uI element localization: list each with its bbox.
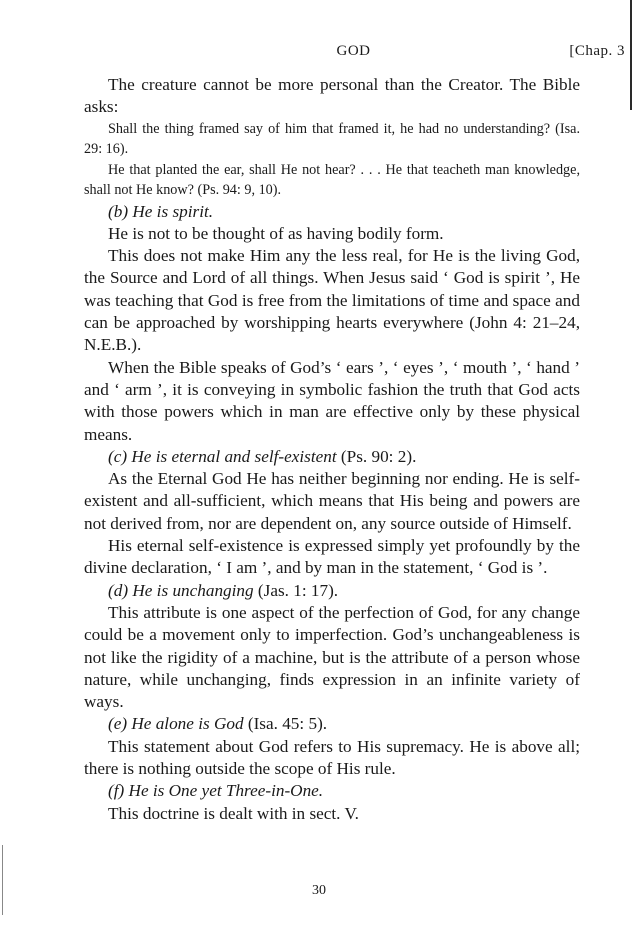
subheading-label: (c) [108,446,128,466]
page-number: 30 [312,883,326,898]
body-paragraph [84,245,580,356]
page-body [84,74,580,825]
page-edge-mark [2,845,3,915]
body-paragraph [84,357,580,446]
subheading-label: (b) [108,201,129,221]
body-paragraph [84,803,580,825]
body-paragraph [84,535,580,580]
subheading [84,446,580,468]
subheading-title: He is One yet Three-in-One. [128,781,324,801]
paragraph-text: This doctrine is dealt with in sect. V. [108,803,359,823]
header-chapter: [Chap. 3 [569,43,625,59]
body-paragraph [84,736,580,781]
paragraph-text: This statement about God refers to His supremacy. He is above all; there is nothing outside the scope of His rule. [84,736,580,779]
subheading [84,580,580,602]
subheading-label: (f) [108,781,125,801]
running-header [82,43,625,65]
paragraph-text: As the Eternal God He has neither beginning nor ending. He is self-existent and all-sufficient, which means that His being and powers are not derived from, nor are dependent on, any source outside of Himself. [84,469,580,533]
quote-text: He that planted the ear, shall He not hear? . . . He that teacheth man knowledge, shall not He know? (Ps. 94: 9, 10). [84,161,580,199]
block-quote [84,119,580,160]
paragraph-text: When the Bible speaks of God’s ‘ ears ’, ‘ eyes ’, ‘ mouth ’, ‘ hand ’ and ‘ arm ’, it is conveying in symbolic fashion the truth that God acts with those powers which in man are effective only by these physical means. [84,357,580,444]
body-paragraph [84,468,580,535]
subheading [84,780,580,802]
subheading-title: He is spirit. [132,201,214,221]
subheading-label: (d) [108,580,129,600]
paragraph-text: The creature cannot be more personal than the Creator. The Bible asks: [84,75,580,117]
subheading-reference: (Isa. 45: 5). [243,714,328,734]
subheading-title: He is eternal and self-existent [131,446,337,466]
subheading [84,201,580,223]
subheading-title: He alone is God [131,714,244,734]
paragraph-text: This attribute is one aspect of the perfection of God, for any change could be a movement only to imperfection. God’s unchangeableness is not like the rigidity of a machine, but is the attribute of a person whose nature, while unchanging, finds expression in an infinite variety of ways. [84,602,580,712]
body-paragraph [84,602,580,713]
page-edge-shadow [630,0,632,110]
body-paragraph [84,223,580,245]
paragraph-text: He is not to be thought of as having bodily form. [108,223,444,243]
subheading [84,713,580,735]
body-paragraph [84,74,580,119]
header-title: GOD [336,43,371,59]
quote-text: Shall the thing framed say of him that framed it, he had no understanding? (Isa. 29: 16). [84,120,580,158]
block-quote [84,160,580,201]
subheading-reference: (Jas. 1: 17). [253,580,339,600]
paragraph-text: His eternal self-existence is expressed simply yet profoundly by the divine declaration, ‘ I am ’, and by man in the statement, ‘ God is ’. [84,536,580,578]
subheading-title: He is unchanging [132,580,254,600]
subheading-label: (e) [108,714,128,734]
paragraph-text: This does not make Him any the less real, for He is the living God, the Source and Lord of all things. When Jesus said ‘ God is spirit ’, He was teaching that God is free from the limitations of time and space and can be approached by worshipping hearts everywhere (John 4: 21–24, N.E.B.). [84,246,580,355]
subheading-reference: (Ps. 90: 2). [336,446,417,466]
